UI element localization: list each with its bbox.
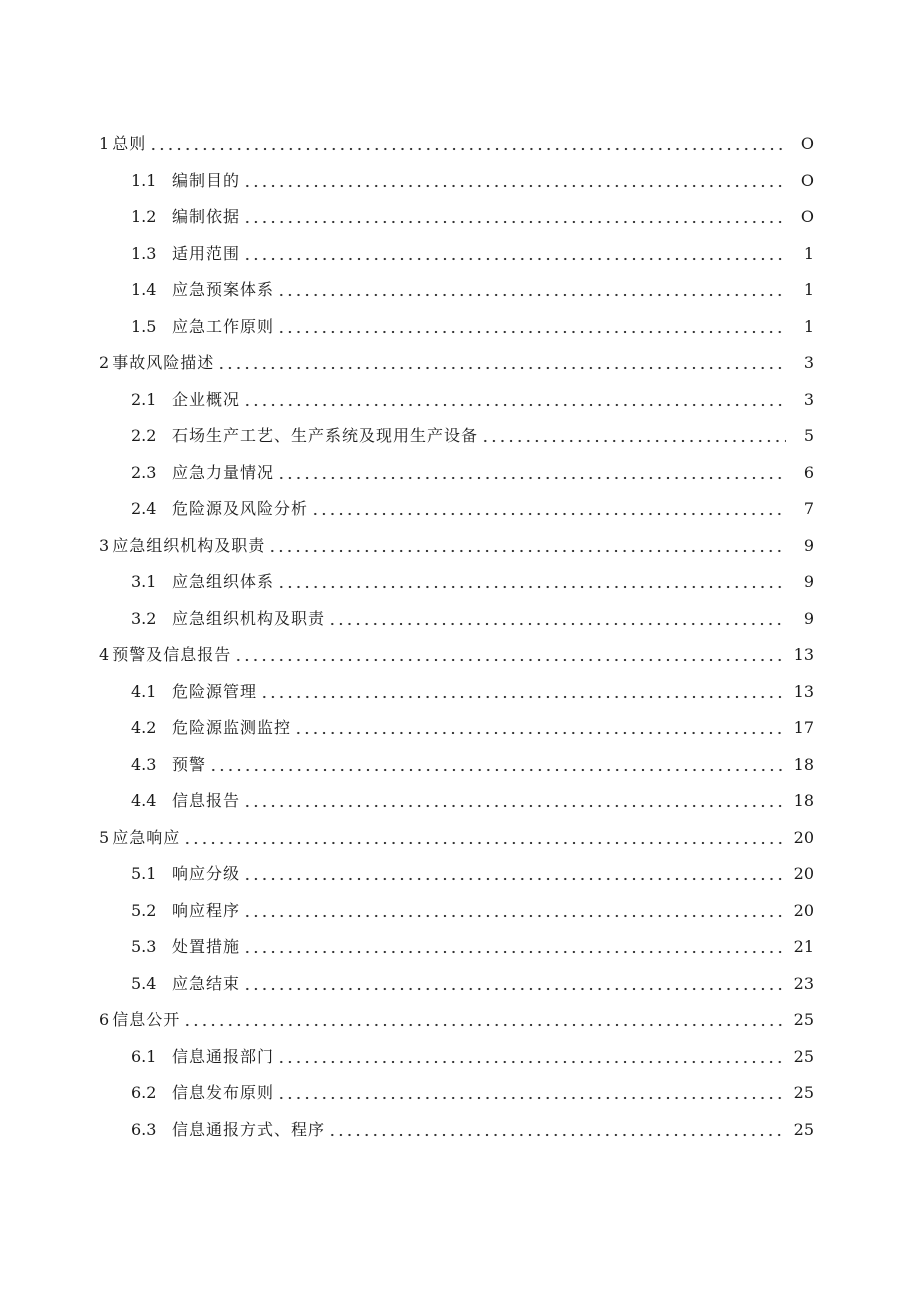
toc-dot-leader (277, 466, 786, 480)
toc-section-entry[interactable] (0, 893, 920, 930)
toc-entry-title: 应急工作原则 (172, 316, 275, 336)
toc-section-entry[interactable] (0, 309, 920, 346)
toc-entry-title: 信息报告 (172, 791, 241, 811)
toc-section-entry[interactable] (0, 564, 920, 601)
toc-entry-title: 预警 (172, 754, 207, 774)
toc-page-number: 5 (803, 426, 814, 446)
toc-entry-number: 4.4 (131, 791, 157, 811)
toc-entry-number: 5.1 (131, 864, 157, 884)
toc-section-entry[interactable] (0, 199, 920, 236)
toc-entry-title: 信息公开 (112, 1010, 181, 1030)
toc-page-number: 9 (803, 535, 814, 555)
toc-section-entry[interactable] (0, 710, 920, 747)
toc-dot-leader (328, 612, 786, 626)
toc-entry-title: 信息发布原则 (172, 1083, 275, 1103)
toc-page-number: 1 (803, 243, 814, 263)
toc-page-number: 1 (803, 280, 814, 300)
toc-entry-title: 编制目的 (172, 170, 241, 190)
toc-entry-number: 3.1 (131, 572, 157, 592)
toc-entry-number: 6.3 (131, 1119, 157, 1139)
toc-page-number: 23 (793, 973, 814, 993)
toc-entry-title: 响应分级 (172, 864, 241, 884)
toc-page-number: 18 (793, 754, 814, 774)
toc-entry-title: 危险源监测监控 (172, 718, 292, 738)
toc-dot-leader (149, 137, 786, 151)
toc-page-number: 21 (793, 937, 814, 957)
toc-entry-title: 应急组织机构及职责 (112, 535, 266, 555)
toc-dot-leader (328, 1123, 786, 1137)
toc-section-entry[interactable] (0, 1039, 920, 1076)
toc-section-entry[interactable] (0, 491, 920, 528)
toc-entry-number: 6 (99, 1010, 110, 1030)
toc-section-entry[interactable] (0, 272, 920, 309)
toc-entry-number: 1.5 (131, 316, 157, 336)
toc-page-number: 25 (793, 1119, 814, 1139)
toc-entry-title: 信息通报方式、程序 (172, 1119, 326, 1139)
toc-page-number: 20 (793, 864, 814, 884)
toc-chapter-entry[interactable] (0, 345, 920, 382)
toc-section-entry[interactable] (0, 1075, 920, 1112)
toc-entry-number: 1.3 (131, 243, 157, 263)
toc-dot-leader (481, 429, 786, 443)
toc-entry-number: 4.1 (131, 681, 157, 701)
toc-entry-title: 应急组织机构及职责 (172, 608, 326, 628)
toc-page-number: 6 (803, 462, 814, 482)
toc-entry-title: 应急组织体系 (172, 572, 275, 592)
toc-entry-title: 编制依据 (172, 207, 241, 227)
toc-entry-number: 2.2 (131, 426, 157, 446)
toc-dot-leader (243, 940, 786, 954)
toc-dot-leader (243, 977, 786, 991)
toc-section-entry[interactable] (0, 674, 920, 711)
toc-entry-number: 2.3 (131, 462, 157, 482)
toc-entry-number: 3.2 (131, 608, 157, 628)
toc-chapter-entry[interactable] (0, 1002, 920, 1039)
toc-page-number: 9 (803, 572, 814, 592)
toc-chapter-entry[interactable] (0, 637, 920, 674)
toc-entry-title: 应急预案体系 (172, 280, 275, 300)
toc-entry-number: 5.2 (131, 900, 157, 920)
toc-entry-title: 应急结束 (172, 973, 241, 993)
toc-section-entry[interactable] (0, 163, 920, 200)
toc-entry-title: 预警及信息报告 (112, 645, 232, 665)
toc-page-number: 3 (803, 353, 814, 373)
toc-entry-title: 危险源及风险分析 (172, 499, 309, 519)
toc-entry-number: 1.1 (131, 170, 157, 190)
toc-section-entry[interactable] (0, 856, 920, 893)
toc-dot-leader (277, 1086, 786, 1100)
toc-section-entry[interactable] (0, 455, 920, 492)
toc-entry-number: 5.3 (131, 937, 157, 957)
toc-page-number: 13 (793, 681, 814, 701)
toc-chapter-entry[interactable] (0, 126, 920, 163)
toc-entry-number: 4.2 (131, 718, 157, 738)
toc-dot-leader (277, 283, 786, 297)
table-of-contents (0, 126, 920, 1148)
toc-section-entry[interactable] (0, 783, 920, 820)
toc-dot-leader (243, 210, 786, 224)
toc-entry-title: 事故风险描述 (112, 353, 215, 373)
toc-page-number: 25 (793, 1010, 814, 1030)
toc-section-entry[interactable] (0, 418, 920, 455)
toc-chapter-entry[interactable] (0, 820, 920, 857)
toc-dot-leader (243, 174, 786, 188)
toc-entry-number: 4.3 (131, 754, 157, 774)
toc-entry-title: 应急响应 (112, 827, 181, 847)
toc-dot-leader (311, 502, 786, 516)
toc-page-number: 9 (803, 608, 814, 628)
toc-section-entry[interactable] (0, 747, 920, 784)
toc-page-number: 17 (793, 718, 814, 738)
toc-entry-title: 适用范围 (172, 243, 241, 263)
toc-page-number: O (800, 170, 814, 190)
toc-entry-title: 企业概况 (172, 389, 241, 409)
toc-section-entry[interactable] (0, 929, 920, 966)
toc-page-number: 7 (803, 499, 814, 519)
toc-entry-number: 2 (99, 353, 110, 373)
toc-dot-leader (243, 904, 786, 918)
toc-entry-title: 处置措施 (172, 937, 241, 957)
toc-dot-leader (234, 648, 786, 662)
toc-entry-number: 5 (99, 827, 110, 847)
toc-entry-number: 1.4 (131, 280, 157, 300)
toc-page-number: 25 (793, 1046, 814, 1066)
toc-section-entry[interactable] (0, 1112, 920, 1149)
toc-entry-number: 2.1 (131, 389, 157, 409)
toc-chapter-entry[interactable] (0, 528, 920, 565)
toc-entry-number: 1 (99, 134, 110, 154)
toc-entry-number: 2.4 (131, 499, 157, 519)
toc-entry-number: 1.2 (131, 207, 157, 227)
toc-section-entry[interactable] (0, 601, 920, 638)
toc-dot-leader (209, 758, 786, 772)
toc-page-number: O (800, 134, 814, 154)
toc-entry-number: 4 (99, 645, 110, 665)
toc-page-number: 18 (793, 791, 814, 811)
toc-entry-title: 总则 (112, 134, 147, 154)
toc-dot-leader (183, 1013, 786, 1027)
toc-page-number: 3 (803, 389, 814, 409)
toc-page-number: 13 (793, 645, 814, 665)
toc-section-entry[interactable] (0, 236, 920, 273)
toc-page-number: 25 (793, 1083, 814, 1103)
toc-entry-title: 石场生产工艺、生产系统及现用生产设备 (172, 426, 479, 446)
toc-entry-title: 应急力量情况 (172, 462, 275, 482)
toc-section-entry[interactable] (0, 966, 920, 1003)
toc-dot-leader (268, 539, 786, 553)
toc-dot-leader (294, 721, 786, 735)
toc-dot-leader (243, 393, 786, 407)
toc-entry-title: 信息通报部门 (172, 1046, 275, 1066)
toc-section-entry[interactable] (0, 382, 920, 419)
toc-dot-leader (243, 794, 786, 808)
toc-page-number: 1 (803, 316, 814, 336)
toc-dot-leader (217, 356, 786, 370)
toc-dot-leader (260, 685, 786, 699)
toc-page-number: 20 (793, 900, 814, 920)
toc-page-number: 20 (793, 827, 814, 847)
toc-entry-number: 6.2 (131, 1083, 157, 1103)
toc-page-number: O (800, 207, 814, 227)
toc-entry-title: 响应程序 (172, 900, 241, 920)
toc-entry-number: 5.4 (131, 973, 157, 993)
toc-dot-leader (277, 320, 786, 334)
toc-dot-leader (183, 831, 786, 845)
toc-entry-title: 危险源管理 (172, 681, 258, 701)
toc-dot-leader (277, 1050, 786, 1064)
toc-dot-leader (277, 575, 786, 589)
toc-dot-leader (243, 867, 786, 881)
toc-dot-leader (243, 247, 786, 261)
toc-entry-number: 3 (99, 535, 110, 555)
toc-entry-number: 6.1 (131, 1046, 157, 1066)
